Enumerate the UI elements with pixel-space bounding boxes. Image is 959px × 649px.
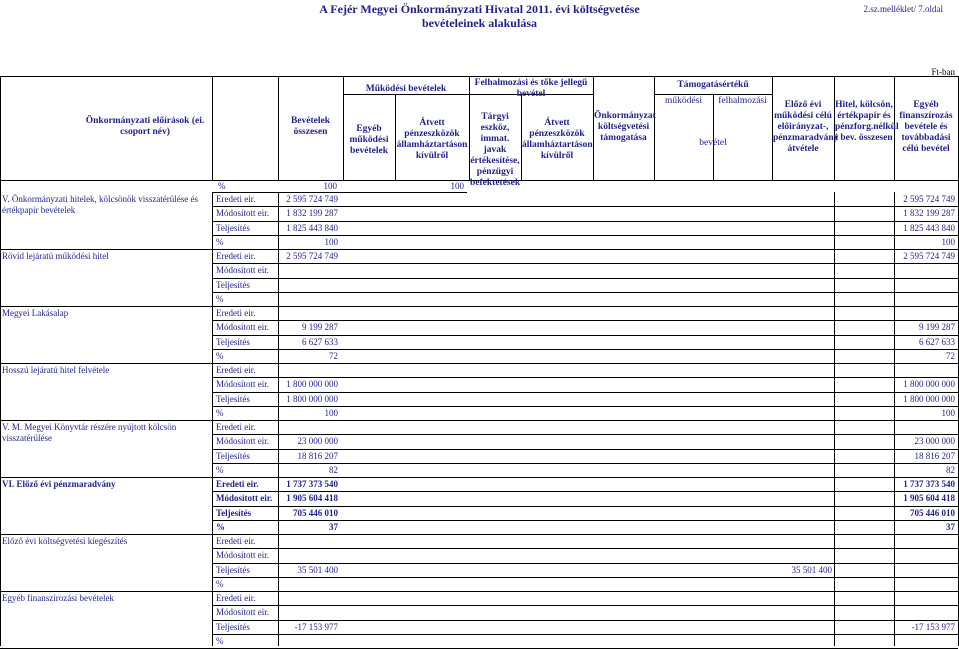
header-tangible-assets: Tárgyi eszköz, immat. javak értékesítése, pénzügyi befektetések bbox=[470, 112, 521, 188]
row-other-financing: 1 800 000 000 bbox=[903, 379, 955, 390]
row-total: 1 800 000 000 bbox=[286, 379, 338, 390]
row-total: 2 595 724 749 bbox=[286, 194, 338, 204]
row-other-financing: 37 bbox=[946, 521, 955, 532]
header-other-financing: Egyéb finanszírozás bevétele és továbbadási célú bevétel bbox=[899, 100, 953, 154]
row-kind: % bbox=[216, 521, 225, 532]
row-kind: % bbox=[216, 635, 224, 646]
row-kind: Teljesítés bbox=[216, 279, 250, 290]
row-kind: % bbox=[216, 236, 224, 247]
row-kind: Teljesítés bbox=[216, 393, 250, 404]
header-support-value: Támogatásértékű bbox=[677, 80, 749, 90]
section-label: Egyéb finanszírozási bevételek bbox=[2, 593, 114, 603]
row-other-financing: 6 627 633 bbox=[919, 336, 955, 347]
header-support-capital: felhalmozási bbox=[718, 96, 767, 106]
row-other-financing: 1 905 604 418 bbox=[903, 493, 955, 504]
row-total: 82 bbox=[329, 464, 338, 475]
row-kind: Módosított eir. bbox=[216, 265, 270, 276]
row-total: 100 bbox=[324, 407, 338, 418]
row-kind: Eredeti eir. bbox=[216, 365, 256, 375]
header-transferred-capital: Átvett pénzeszközök államháztartáson kívülről bbox=[522, 118, 593, 161]
row-kind: Módosított eir. bbox=[216, 436, 270, 447]
row-other-financing: 1 832 199 287 bbox=[903, 208, 955, 219]
row-total: 72 bbox=[329, 350, 338, 361]
row-total: 9 199 287 bbox=[302, 322, 338, 333]
row-kind: Teljesítés bbox=[216, 336, 250, 347]
row-kind: % bbox=[216, 293, 224, 304]
row-kind: % bbox=[216, 350, 224, 361]
row-other-financing: 2 595 724 749 bbox=[903, 251, 955, 261]
header-total-revenue: Bevételek összesen bbox=[290, 116, 331, 137]
row-kind: Eredeti eir. bbox=[216, 308, 256, 318]
section-label: Megyei Lakásalap bbox=[2, 308, 69, 318]
row-total: 23 000 000 bbox=[297, 436, 338, 447]
row-other-financing: 18 816 207 bbox=[914, 450, 955, 461]
row-total: 100 bbox=[324, 236, 338, 247]
row-other-financing: 82 bbox=[946, 464, 955, 475]
row-total: 1 905 604 418 bbox=[286, 493, 338, 504]
header-support-operating: működési bbox=[665, 96, 702, 106]
pct-row-label: % bbox=[218, 181, 226, 191]
row-kind: Eredeti eir. bbox=[216, 251, 256, 261]
row-kind: Eredeti eir. bbox=[216, 593, 256, 603]
row-total: 1 825 443 840 bbox=[286, 222, 338, 233]
row-kind: Eredeti eir. bbox=[216, 536, 256, 546]
row-other-financing: 72 bbox=[946, 350, 955, 361]
header-other-operating: Egyéb működési bevételek bbox=[349, 124, 389, 156]
row-other-financing: 9 199 287 bbox=[919, 322, 955, 333]
row-kind: Teljesítés bbox=[216, 450, 250, 461]
row-total: 2 595 724 749 bbox=[286, 251, 338, 261]
row-total: 18 816 207 bbox=[297, 450, 338, 461]
pct-row-total: 100 bbox=[323, 181, 337, 191]
row-kind: % bbox=[216, 578, 224, 589]
header-previous-year: Előző évi működési célú előirányzat-, pénzmaradvány átvétele bbox=[773, 100, 839, 154]
row-other-financing: 100 bbox=[941, 407, 955, 418]
page-title: A Fejér Megyei Önkormányzati Hivatal 2011. évi költségvetése bbox=[319, 2, 640, 16]
section-label: Hosszú lejáratú hitel felvétele bbox=[2, 365, 110, 375]
row-kind: Eredeti eir. bbox=[216, 422, 256, 432]
row-other-financing: 1 800 000 000 bbox=[903, 393, 955, 404]
section-label: V. M. Megyei Könyvtár részére nyújtott kölcsön visszatérülése bbox=[2, 422, 177, 443]
row-kind: Teljesítés bbox=[216, 621, 250, 632]
section-label: V. Önkormányzati hitelek, kölcsönök visszatérülése és értékpapír bevételek bbox=[2, 194, 199, 215]
row-kind: Teljesítés bbox=[216, 507, 252, 518]
row-kind: Teljesítés bbox=[216, 564, 250, 575]
row-kind: % bbox=[216, 464, 224, 475]
row-other-financing: 2 595 724 749 bbox=[903, 194, 955, 204]
section-label: Előző évi költségvetési kiegészítés bbox=[2, 536, 128, 546]
row-kind: Módosított eir. bbox=[216, 379, 270, 390]
section-label: VI. Előző évi pénzmaradvány bbox=[2, 479, 116, 489]
row-kind: % bbox=[216, 407, 224, 418]
header-capital-revenue: Felhalmozási és tőke jellegű bevétel bbox=[474, 78, 588, 99]
row-total: 705 446 010 bbox=[293, 507, 338, 518]
header-operating-revenue: Működési bevételek bbox=[365, 84, 447, 94]
row-kind: Módosított eir. bbox=[216, 208, 270, 219]
header-credit-loan: Hitel, kölcsön, értékpapír és pénzforg.nélkül i bev. összesen bbox=[835, 100, 899, 143]
row-total: 35 501 400 bbox=[297, 564, 338, 575]
row-prev-year: 35 501 400 bbox=[791, 564, 832, 575]
row-other-financing: 23 000 000 bbox=[914, 436, 955, 447]
header-municipal-support: Önkormányzat költségvetési támogatása bbox=[594, 111, 656, 143]
row-kind: Eredeti eir. bbox=[216, 479, 259, 489]
row-total: 1 832 199 287 bbox=[286, 208, 338, 219]
row-kind: Módosított eir. bbox=[216, 550, 270, 561]
row-other-financing: 100 bbox=[941, 236, 955, 247]
row-other-financing: 705 446 010 bbox=[910, 507, 955, 518]
header-transferred-operating: Átvett pénzeszközök államháztartáson kívülről bbox=[396, 118, 468, 161]
row-kind: Módosított eir. bbox=[216, 493, 273, 504]
row-total: -17 153 977 bbox=[294, 621, 338, 632]
sheet-reference: 2.sz.melléklet/ 7.oldal bbox=[863, 4, 943, 14]
row-total: 37 bbox=[329, 521, 338, 532]
row-total: 6 627 633 bbox=[302, 336, 338, 347]
row-other-financing: -17 153 977 bbox=[911, 621, 955, 632]
page-subtitle: bevételeinek alakulása bbox=[421, 16, 537, 30]
row-total: 1 737 373 540 bbox=[286, 479, 338, 489]
header-appropriation: Önkormányzati előírások (ei. csoport név) bbox=[85, 116, 205, 137]
row-kind: Eredeti eir. bbox=[216, 194, 256, 204]
row-kind: Módosított eir. bbox=[216, 322, 270, 333]
unit-label: Ft-ban bbox=[931, 67, 955, 77]
row-kind: Teljesítés bbox=[216, 222, 250, 233]
pct-row-tangible: 100 bbox=[450, 181, 464, 191]
section-label: Rövid lejáratú működési hitel bbox=[2, 251, 109, 261]
row-kind: Módosított eir. bbox=[216, 607, 270, 618]
header-support-revenue: bevétel bbox=[699, 138, 727, 148]
row-total: 1 800 000 000 bbox=[286, 393, 338, 404]
row-other-financing: 1 737 373 540 bbox=[903, 479, 955, 489]
row-other-financing: 1 825 443 840 bbox=[903, 222, 955, 233]
